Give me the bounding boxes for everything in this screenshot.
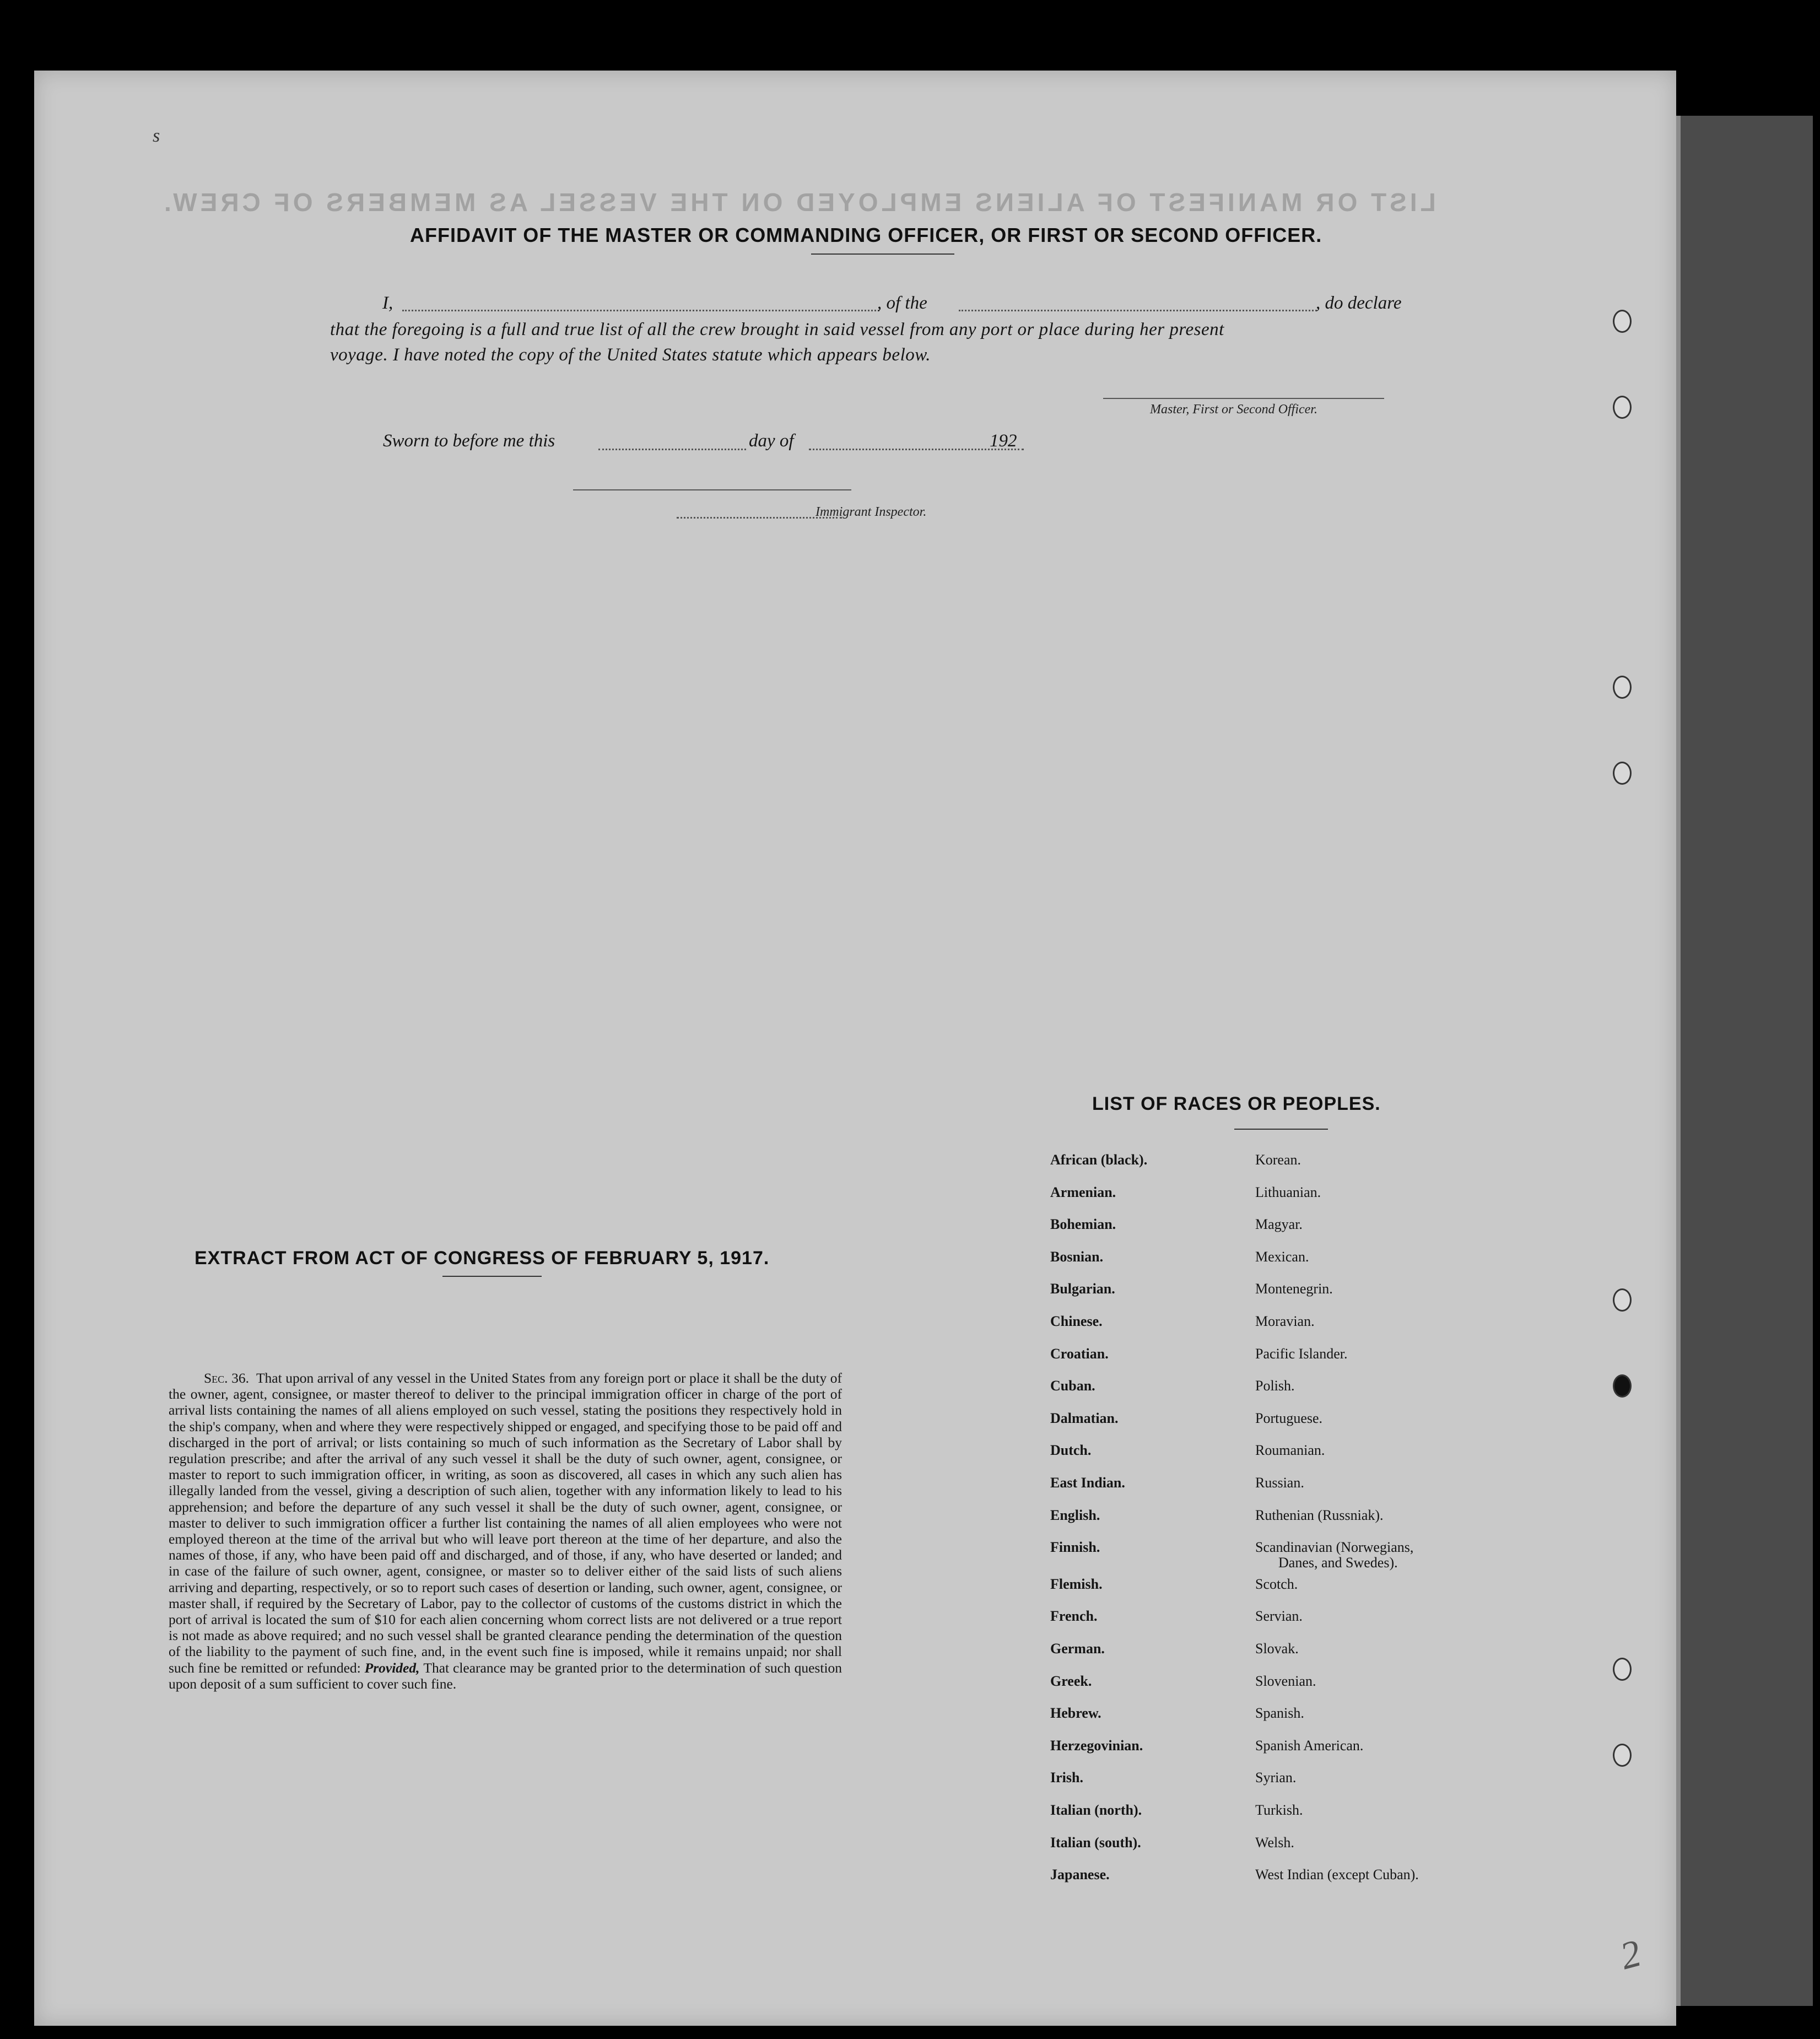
race-item: Servian.: [1255, 1608, 1303, 1625]
race-item: Irish.: [1050, 1770, 1083, 1786]
race-item: Finnish.: [1050, 1539, 1100, 1556]
race-item: Slovenian.: [1255, 1673, 1316, 1689]
vessel-field[interactable]: [959, 310, 1317, 311]
affidavit-i-label: I,: [382, 293, 393, 313]
race-item: Dalmatian.: [1050, 1410, 1119, 1426]
race-item: Ruthenian (Russniak).: [1255, 1507, 1384, 1523]
races-title: LIST OF RACES OR PEOPLES.: [1092, 1093, 1381, 1114]
race-item: Danes, and Swedes).: [1278, 1555, 1398, 1571]
day-of-label: day of: [749, 431, 794, 451]
extract-title-rule: [442, 1276, 542, 1277]
binder-hole: [1613, 1744, 1632, 1767]
statute-provided: Provided,: [364, 1659, 420, 1676]
race-item: African (black).: [1050, 1152, 1148, 1168]
affidavit-line-2: that the foregoing is a full and true list of all the crew brought in said vessel from any port or place during her present: [330, 320, 1224, 339]
race-item: Armenian.: [1050, 1184, 1116, 1200]
race-item: English.: [1050, 1507, 1100, 1523]
bottom-pencil-mark: 2: [1616, 1932, 1646, 1978]
race-item: Lithuanian.: [1255, 1184, 1321, 1200]
race-item: Bohemian.: [1050, 1216, 1116, 1233]
binder-hole: [1613, 676, 1632, 699]
statute-body: That upon arrival of any vessel in the United States from any foreign port or place it shall be the duty of the owner, agent, consignee, or master thereof to deliver to the principal immigration officer in charge of the port of arrival lists containing the names of all aliens employed on such vessel, stating the positions they respectively hold in the ship's company, when and where they were respectively shipped or engaged, and specifying those to be paid off and discharged in the port of arrival; or lists containing so much of such information as the Secretary of Labor shall by regulation prescribe; and after the arrival of any such vessel it shall be the duty of such owner, agent, consignee, or master to report to such immigration officer, in writing, as soon as discovered, all cases in which any such alien has illegally landed from the vessel, giving a description of such alien, together with any information likely to lead to his apprehension; and before the departure of any such vessel it shall be the duty of such owner, agent, consignee, or master to deliver to such immigration officer a further list containing the names of all alien employees who were not employed thereon at the time of the arrival but who will leave port thereon at the time of her departure, and also the names of those, if any, who have been paid off and discharged, and of those, if any, who have deserted or landed; and in case of the failure of such owner, agent, consignee, or master so to deliver either of the said lists of such aliens arriving and departing, respectively, or so to report such cases of desertion or landing, such owner, agent, consignee, or master shall, if required by the Secretary of Labor, pay to the collector of customs of the customs district in which the port of arrival is located the sum of $10 for each alien concerning whom correct lists are not delivered or a true report is not made as above required; and no such vessel shall be granted clearance pending the determination of the question of the liability to the payment of such fine, and, in the event such fine is imposed, while it remains unpaid; nor shall such fine be remitted or refunded:: [169, 1370, 842, 1676]
race-item: French.: [1050, 1608, 1098, 1625]
race-item: Syrian.: [1255, 1770, 1297, 1786]
race-item: Chinese.: [1050, 1313, 1103, 1329]
statute-tail: That clearance may be granted prior to the determination of such question upon deposit of a sum sufficient to cover such fine.: [169, 1659, 843, 1692]
race-item: Portuguese.: [1255, 1410, 1323, 1426]
race-item: Welsh.: [1255, 1834, 1294, 1851]
race-item: East Indian.: [1050, 1475, 1125, 1491]
race-item: Montenegrin.: [1255, 1281, 1333, 1297]
binder-hole: [1613, 1288, 1632, 1312]
affidavit-of-the: , of the: [877, 293, 927, 313]
race-item: Polish.: [1255, 1378, 1295, 1394]
statute-section: Sec. 36.: [204, 1370, 249, 1386]
race-item: Mexican.: [1255, 1248, 1309, 1265]
sworn-day-field[interactable]: [598, 449, 746, 450]
race-item: Spanish American.: [1255, 1737, 1364, 1754]
race-item: Bulgarian.: [1050, 1281, 1115, 1297]
race-item: Herzegovinian.: [1050, 1737, 1143, 1754]
race-item: Greek.: [1050, 1673, 1092, 1689]
race-item: Italian (south).: [1050, 1834, 1141, 1851]
race-item: Magyar.: [1255, 1216, 1303, 1233]
race-item: Croatian.: [1050, 1345, 1109, 1362]
race-item: West Indian (except Cuban).: [1255, 1867, 1419, 1883]
affidavit-title: AFFIDAVIT OF THE MASTER OR COMMANDING OFFICER, OR FIRST OR SECOND OFFICER.: [410, 224, 1322, 246]
race-item: Spanish.: [1255, 1705, 1304, 1722]
race-item: Japanese.: [1050, 1867, 1110, 1883]
document-page: [34, 71, 1676, 2026]
binder-hole: [1613, 762, 1632, 785]
affidavit-line-3: voyage. I have noted the copy of the United States statute which appears below.: [330, 345, 931, 365]
name-field[interactable]: [402, 310, 879, 311]
inspector-line[interactable]: [573, 489, 851, 490]
year-label: 192: [990, 431, 1017, 451]
inspector-caption: Immigrant Inspector.: [816, 505, 927, 519]
binder-hole: [1613, 1374, 1632, 1398]
bleed-through-text: LIST OR MANIFEST OF ALIENS EMPLOYED ON THE VESSEL AS MEMBERS OF CREW.: [161, 188, 1436, 217]
master-caption: Master, First or Second Officer.: [1150, 402, 1317, 417]
race-item: Korean.: [1255, 1152, 1301, 1168]
affidavit-title-rule: [811, 253, 954, 255]
race-item: Moravian.: [1255, 1313, 1315, 1329]
binder-hole: [1613, 1658, 1632, 1681]
race-item: Roumanian.: [1255, 1442, 1325, 1459]
race-item: Italian (north).: [1050, 1802, 1142, 1818]
sworn-label: Sworn to before me this: [383, 431, 555, 451]
corner-mark: s: [153, 126, 160, 146]
race-item: Russian.: [1255, 1475, 1304, 1491]
race-item: Slovak.: [1255, 1641, 1299, 1657]
race-item: Scandinavian (Norwegians,: [1255, 1539, 1414, 1556]
extract-title: EXTRACT FROM ACT OF CONGRESS OF FEBRUARY 5, 1917.: [195, 1248, 770, 1269]
binder-hole: [1613, 310, 1632, 333]
race-item: Turkish.: [1255, 1802, 1303, 1818]
statute-text: [169, 1370, 842, 1692]
races-title-rule: [1234, 1129, 1328, 1130]
race-item: Bosnian.: [1050, 1248, 1104, 1265]
race-item: Dutch.: [1050, 1442, 1092, 1459]
binder-hole: [1613, 396, 1632, 419]
affidavit-do-declare: , do declare: [1316, 293, 1402, 313]
race-item: Pacific Islander.: [1255, 1345, 1348, 1362]
race-item: Hebrew.: [1050, 1705, 1101, 1722]
race-item: German.: [1050, 1641, 1105, 1657]
race-item: Flemish.: [1050, 1576, 1103, 1592]
race-item: Scotch.: [1255, 1576, 1298, 1592]
signature-line[interactable]: [1103, 398, 1384, 399]
race-item: Cuban.: [1050, 1378, 1095, 1394]
